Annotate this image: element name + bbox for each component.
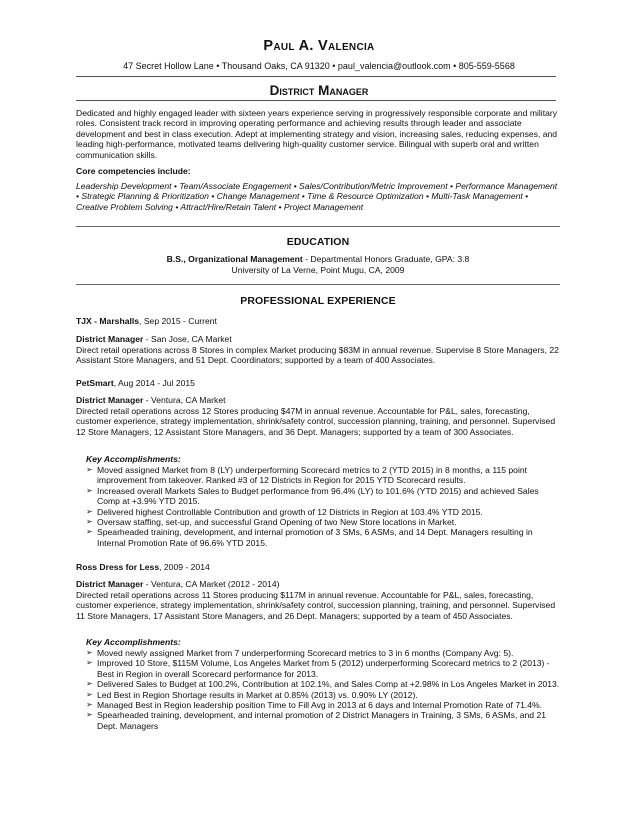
list-item: ➢ Led Best in Region Shortage results in Market at 0.85% (2013) vs. 0.90% LY (2012). bbox=[86, 689, 418, 700]
arrow-bullet-icon: ➢ bbox=[86, 485, 93, 495]
arrow-bullet-icon: ➢ bbox=[86, 648, 93, 657]
arrow-bullet-icon: ➢ bbox=[86, 679, 93, 689]
arrow-bullet-icon: ➢ bbox=[86, 465, 93, 474]
job-role: District Manager bbox=[76, 334, 144, 344]
arrow-bullet-icon: ➢ bbox=[86, 506, 93, 516]
list-item: ➢ Moved newly assigned Market from 7 underperforming Scorecard metrics to 3 in 6 months (Company Avg: 5). bbox=[86, 648, 514, 658]
education-divider bbox=[76, 226, 560, 227]
ross-accomplishments-heading bbox=[76, 637, 560, 647]
job-location: - Ventura, CA Market (2012 - 2014) bbox=[143, 579, 280, 589]
job-company: Ross Dress for Less bbox=[76, 562, 160, 572]
job-petsmart-header bbox=[76, 378, 560, 388]
job-dates: , Sep 2015 - Current bbox=[139, 316, 217, 326]
arrow-bullet-icon: ➢ bbox=[86, 689, 93, 699]
job-location: - Ventura, CA Market bbox=[143, 395, 226, 405]
job-dates: , Aug 2014 - Jul 2015 bbox=[113, 378, 195, 388]
arrow-bullet-icon: ➢ bbox=[86, 658, 93, 668]
accomplishments-label: Key Accomplishments: bbox=[86, 637, 181, 647]
job-company: TJX - Marshalls bbox=[76, 316, 140, 326]
list-item: ➢ Managed Best in Region leadership position Time to Fill Avg in 2013 at 6 days and Internal Promotion Rate of 71.4%. bbox=[86, 700, 543, 711]
arrow-bullet-icon: ➢ bbox=[86, 710, 93, 720]
header-divider bbox=[76, 76, 556, 77]
job-location: - San Jose, CA Market bbox=[143, 334, 232, 344]
arrow-bullet-icon: ➢ bbox=[86, 700, 93, 710]
job-dates: , 2009 - 2014 bbox=[159, 562, 210, 572]
job-tjx-header bbox=[76, 316, 560, 326]
experience-divider bbox=[76, 284, 560, 285]
list-item: ➢ Oversaw staffing, set-up, and successful Grand Opening of two New Store locations in Market. bbox=[86, 517, 457, 528]
list-item: ➢ Delivered highest Controllable Contribution and growth of 12 Districts in Region at 103.4% YTD 2015. bbox=[86, 506, 483, 517]
job-role: District Manager bbox=[76, 395, 144, 405]
candidate-name: Paul A. Valencia bbox=[263, 38, 375, 54]
list-item: ➢ Delivered Sales to Budget at 100.2%, Contribution at 102.1%, and Sales Comp at +2.98% in Los Angeles Market in 2013. bbox=[86, 679, 560, 690]
competencies-list: Leadership Development • Team/Associate Engagement • Sales/Contribution/Metric Improvement • Performance Management • Strategic Planning & Prioritization • Change Management • Time & Resource Optimization • Multi-Task Management • Creative Problem Solving • Attract/Hire/Retain Talent • Project Management bbox=[76, 181, 558, 212]
list-item: ➢ Increased overall Markets Sales to Budget performance from 96.4% (LY) to 101.6% (YTD 2015) and achieved Sales Comp at +3.9% YTD 2015. bbox=[86, 485, 539, 507]
job-company: PetSmart bbox=[76, 378, 114, 388]
job-ross-role bbox=[76, 579, 560, 589]
arrow-bullet-icon: ➢ bbox=[86, 527, 93, 537]
degree-name: B.S., Organizational Management bbox=[166, 254, 303, 264]
job-tjx-description: Direct retail operations across 8 Stores in complex Market producing $83M in annual revenue. Supervise 8 Store Managers, 22 Assistant Store Managers, and 51 Dept. Coordinators; supported by a team of 400 Associates. bbox=[76, 345, 559, 366]
list-item: ➢ Improved 10 Store, $115M Volume, Los Angeles Market from 5 (2012) underperforming Scorecard metrics to 2 (2013) - Best in Region in overall Scorecard performance for 2013. bbox=[86, 658, 550, 679]
education-school: University of La Verne, Point Mugu, CA, 2009 bbox=[231, 265, 405, 275]
competencies-heading: Core competencies include: bbox=[76, 166, 191, 176]
target-title: District Manager bbox=[269, 83, 369, 98]
accomplishments-label: Key Accomplishments: bbox=[86, 454, 181, 464]
list-item: ➢ Spearheaded training, development, and internal promotion of 3 SMs, 6 ASMs, and 14 Dept. Managers resulting in Internal Promotion Rate of 96.6% YTD 2015. bbox=[86, 527, 533, 548]
experience-heading: PROFESSIONAL EXPERIENCE bbox=[240, 295, 396, 307]
education-heading: EDUCATION bbox=[286, 236, 350, 248]
job-petsmart-description: Directed retail operations across 12 Stores producing $47M in annual revenue. Accountable for P&L, sales, forecasting, customer experience, strategy implementation, shrink/safety control, succession planning, training, and personnel. Supervised 12 Store Managers, 12 Assistant Store Managers, and 36 Dept. Managers; supported by a team of 300 Associates. bbox=[76, 406, 556, 437]
arrow-bullet-icon: ➢ bbox=[86, 517, 93, 527]
education-degree bbox=[76, 254, 560, 264]
title-divider bbox=[76, 100, 556, 101]
degree-detail: - Departmental Honors Graduate, GPA: 3.8 bbox=[302, 254, 470, 264]
job-petsmart-role bbox=[76, 395, 560, 405]
petsmart-accomplishments-heading bbox=[76, 454, 560, 464]
job-ross-header bbox=[76, 562, 560, 572]
summary-paragraph: Dedicated and highly engaged leader with sixteen years experience serving in progressively responsible corporate and military roles. Consistent track record in improving operating performance and achieving results through leader and associate development and best in class execution. Adept at implementing strategy and vision, increasing sales, reducing expenses, and leading high-performance, motivated teams delivering high-quality customer service. Bilingual with superb oral and written communication skills. bbox=[76, 108, 558, 160]
list-item: ➢ Moved assigned Market from 8 (LY) underperforming Scorecard metrics to 2 (YTD 2015) in 8 months, a 115 point improvement from takeover. Ranked #3 of 12 Districts in Region for 2015 YTD Scorecard results. bbox=[86, 465, 528, 486]
job-role: District Manager bbox=[76, 579, 144, 589]
contact-line: 47 Secret Hollow Lane • Thousand Oaks, CA 91320 • paul_valencia@outlook.com • 805-559-5568 bbox=[123, 61, 515, 71]
job-tjx-role bbox=[76, 334, 560, 344]
petsmart-accomplishments-list bbox=[86, 465, 562, 548]
ross-accomplishments-list bbox=[86, 648, 562, 731]
list-item: ➢ Spearheaded training, development, and internal promotion of 2 District Managers in Training, 3 SMs, 6 ASMs, and 21 Dept. Managers bbox=[86, 710, 547, 731]
job-ross-description: Directed retail operations across 11 Stores producing $117M in annual revenue. Accountable for P&L, sales, forecasting, customer experience, strategy implementation, shrink/safety control, succession planning, training, and personnel. Supervised 11 Store Managers, 17 Assistant Store Managers, and 26 Dept. Managers; supported by a team of 450 Associates. bbox=[76, 590, 556, 621]
